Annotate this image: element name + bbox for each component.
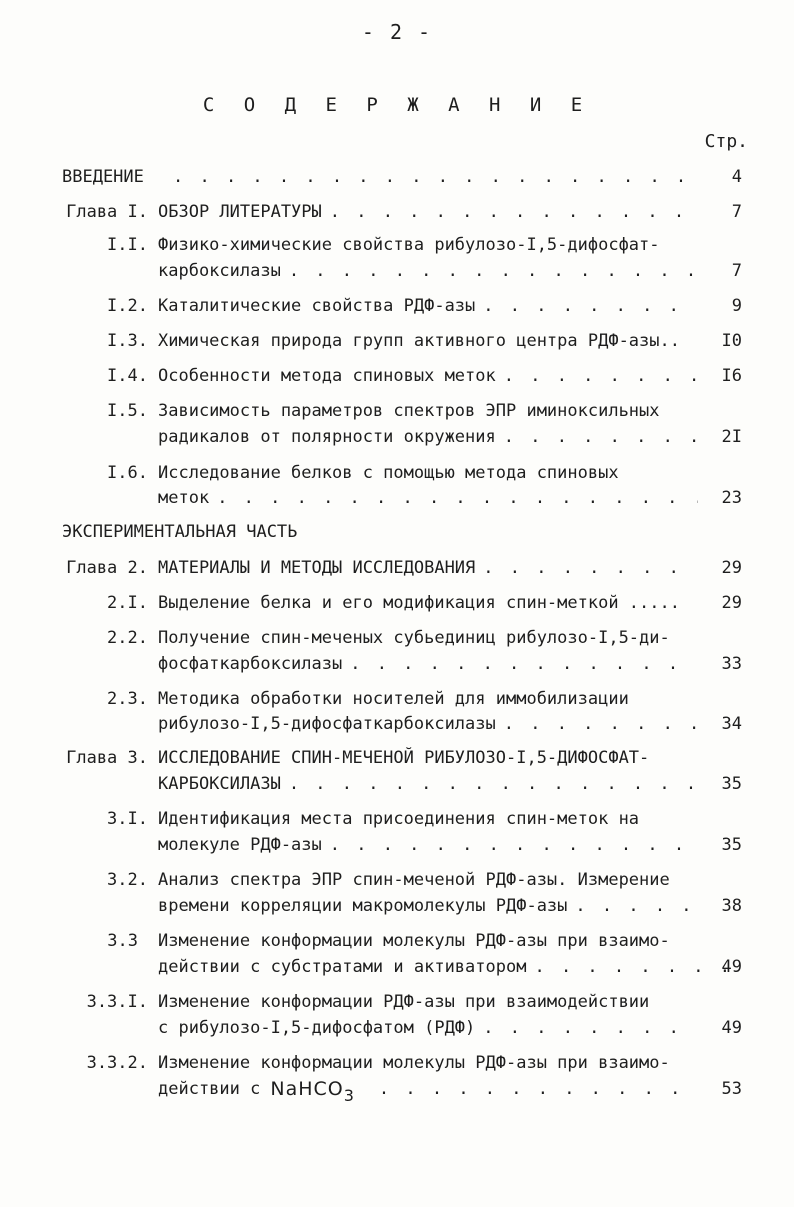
toc-entry-text: Выделение белка и его модификация спин-меткой ..... [158,593,680,613]
toc-entry-page: 2I [721,427,742,447]
toc-entry-text: Изменение конформации молекулы РДФ-азы при взаимо- [158,1053,670,1073]
leader-dots [209,486,698,511]
toc-entry-number: 3.2. [107,870,148,890]
toc-entry-number: ВВЕДЕНИЕ [62,167,144,187]
toc-entry-page: 34 [721,714,742,734]
toc-entry-page: 7 [731,202,742,222]
leader-dots [281,772,698,797]
toc-entry-page: 9 [731,296,742,316]
toc-entry-line: молекуле РДФ-азы . . . [158,833,698,858]
toc-entry-number: I.6. [107,463,148,483]
toc-entry-line: ОБЗОР ЛИТЕРАТУРЫ . . . [158,200,698,225]
leader-dots [355,1077,698,1108]
toc-entry-line: рибулозо-I,5-дифосфаткарбоксилазы . . . [158,712,698,737]
page-number: - 2 - [361,20,433,44]
leader-dots [496,425,698,450]
toc-entry-number: Глава 3. [66,748,148,768]
toc-entry-page: 35 [721,835,742,855]
chemical-formula: NaHCO$_3$ [270,1078,355,1105]
toc-entry-line: действии с субстратами и активатором . . . [158,955,726,980]
toc-entry-text: Химическая природа групп активного центра РДФ-азы.. [158,331,680,351]
toc-entry-number: I.4. [107,366,148,386]
toc-entry-number: 2.2. [107,628,148,648]
toc-entry-line: действии с NaHCO$_3$ . . . [158,1077,698,1108]
toc-entry-page: 29 [721,593,742,613]
toc-entry-line: меток . . . [158,486,698,511]
leader-dots [475,1016,698,1041]
toc-entry-page: 33 [721,654,742,674]
toc-entry-text: Физико-химические свойства рибулозо-I,5-дифосфат- [158,235,660,255]
toc-entry-page: 49 [721,957,742,977]
page-title: С О Д Е Р Ж А Н И Е [202,94,592,116]
toc-entry-text: Идентификация места присоединения спин-меток на [158,809,640,829]
toc-entry-number: Глава 2. [66,558,148,578]
toc-entry-text: Изменение конформации РДФ-азы при взаимодействии [158,992,650,1012]
toc-entry-line: фосфаткарбоксилазы . . . [158,652,698,677]
toc-entry-number: I.3. [107,331,148,351]
toc-entry-line: карбоксилазы . . . [158,259,698,284]
leader-dots [496,364,698,389]
toc-entry-number: I.5. [107,401,148,421]
leader-dots [496,712,698,737]
toc-entry-page: 4 [731,167,742,187]
toc-entry-line: радикалов от полярности окружения . . . [158,425,698,450]
toc-entry-number: 2.I. [107,593,148,613]
toc-entry-number: 3.3.I. [86,992,148,1012]
toc-entry-text: ИССЛЕДОВАНИЕ СПИН-МЕЧЕНОЙ РИБУЛОЗО-I,5-ДИФОСФАТ- [158,748,650,768]
leader-dots [475,294,698,319]
leader-dots [165,165,698,190]
toc-entry-page: I6 [721,366,742,386]
toc-entry-line: МАТЕРИАЛЫ И МЕТОДЫ ИССЛЕДОВАНИЯ . . . [158,556,698,581]
toc-entry-page: 35 [721,774,742,794]
toc-entry-number: I.I. [107,235,148,255]
toc-entry-text: Получение спин-меченых субьединиц рибулозо-I,5-ди- [158,628,670,648]
leader-dots [475,556,698,581]
toc-entry-page: 7 [731,261,742,281]
leader-dots [526,955,726,980]
toc-entry-line: Особенности метода спиновых меток . . . [158,364,698,389]
toc-entry-page: 38 [721,896,742,916]
toc-entry-page: 49 [721,1018,742,1038]
toc-entry-line: Каталитические свойства РДФ-азы . . . [158,294,698,319]
toc-entry-number: Глава I. [66,202,148,222]
leader-dots [281,259,698,284]
leader-dots [322,833,698,858]
toc-entry-text: Исследование белков с помощью метода спиновых [158,463,619,483]
toc-entry-text: Зависимость параметров спектров ЭПР иминоксильных [158,401,660,421]
toc-entry-number: I.2. [107,296,148,316]
toc-entry-number: 3.3 [107,931,138,951]
toc-entry-number: 2.3. [107,689,148,709]
toc-entry-text: Изменение конформации молекулы РДФ-азы при взаимо- [158,931,670,951]
leader-dots [567,894,698,919]
toc-entry-number: 3.I. [107,809,148,829]
toc-entry-page: 53 [721,1079,742,1099]
page-column-label: Стр. [704,131,748,152]
toc-entry-page: 23 [721,488,742,508]
toc-entry-page: 29 [721,558,742,578]
toc-entry-line [165,165,698,190]
toc-entry-number: 3.3.2. [86,1053,148,1073]
toc-entry-line: времени корреляции макромолекулы РДФ-азы . . . [158,894,698,919]
toc-entry-text: Методика обработки носителей для иммобилизации [158,689,629,709]
section-heading-text: ЭКСПЕРИМЕНТАЛЬНАЯ ЧАСТЬ [62,522,298,542]
toc-entry-line: с рибулозо-I,5-дифосфатом (РДФ) . . . [158,1016,698,1041]
leader-dots [342,652,698,677]
leader-dots [322,200,698,225]
toc-entry-line: КАРБОКСИЛАЗЫ . . . [158,772,698,797]
toc-entry-text: Анализ спектра ЭПР спин-меченой РДФ-азы. Измерение [158,870,670,890]
toc-entry-page: I0 [721,331,742,351]
